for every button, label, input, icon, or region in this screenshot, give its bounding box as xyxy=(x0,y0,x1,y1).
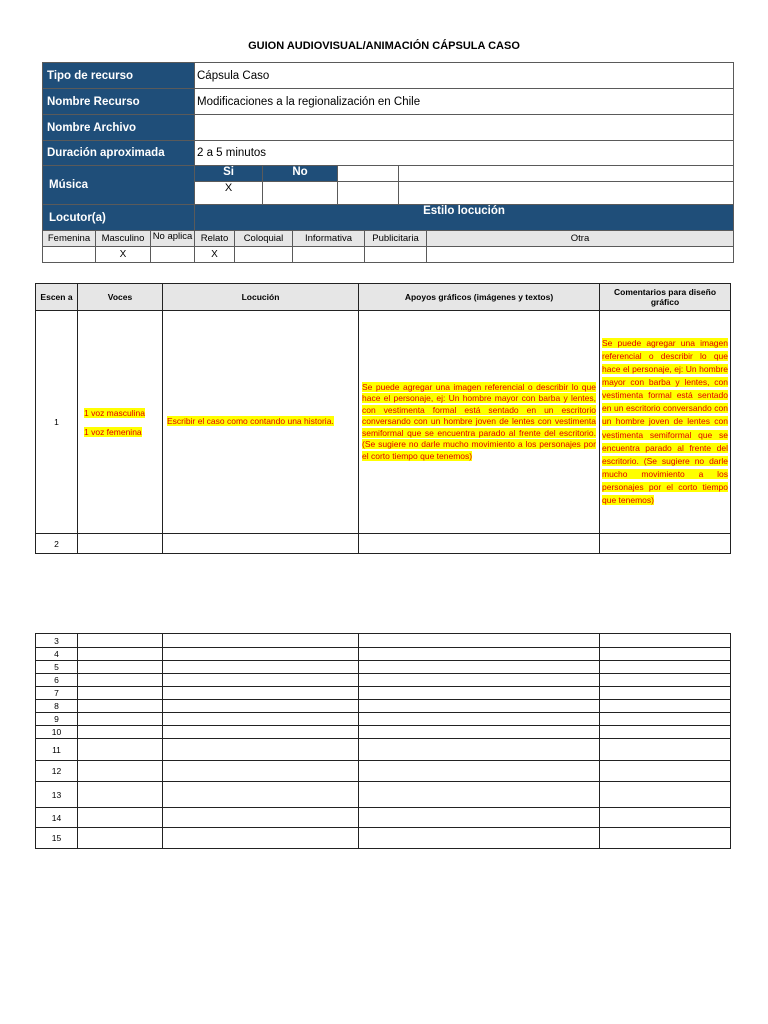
voces-cell[interactable] xyxy=(78,739,163,761)
locucion-cell[interactable] xyxy=(163,661,359,674)
header-locucion: Locución xyxy=(163,284,359,311)
voces-cell[interactable] xyxy=(78,808,163,828)
scene-number[interactable]: 8 xyxy=(36,700,78,713)
locucion-cell[interactable] xyxy=(163,700,359,713)
header-voces: Voces xyxy=(78,284,163,311)
locucion-cell[interactable] xyxy=(163,739,359,761)
table-row xyxy=(36,534,731,554)
option-informativa: Informativa xyxy=(292,230,365,247)
comentarios-cell[interactable] xyxy=(600,634,731,648)
comentarios-cell[interactable] xyxy=(600,534,731,554)
musica-si-mark[interactable]: X xyxy=(194,181,263,205)
comentarios-cell[interactable] xyxy=(600,782,731,808)
mark-otra[interactable] xyxy=(426,246,734,263)
scene-number[interactable]: 11 xyxy=(36,739,78,761)
script-header-row xyxy=(36,284,731,311)
table-row xyxy=(36,761,731,782)
voces-cell[interactable] xyxy=(78,648,163,661)
comentarios-cell[interactable] xyxy=(600,713,731,726)
locucion-cell[interactable] xyxy=(163,713,359,726)
apoyos-cell[interactable] xyxy=(359,739,600,761)
comentarios-cell[interactable] xyxy=(600,648,731,661)
apoyos-cell[interactable] xyxy=(359,726,600,739)
comentarios-cell[interactable] xyxy=(600,828,731,849)
voces-cell[interactable] xyxy=(78,687,163,700)
duracion-label: Duración aproximada xyxy=(42,140,195,166)
scene-number[interactable]: 3 xyxy=(36,634,78,648)
option-masculino: Masculino xyxy=(95,230,151,247)
scene-number[interactable]: 14 xyxy=(36,808,78,828)
comentarios-cell[interactable] xyxy=(600,687,731,700)
apoyos-cell[interactable] xyxy=(359,661,600,674)
apoyos-cell[interactable] xyxy=(359,534,600,554)
estilo-label: Estilo locución xyxy=(194,204,734,231)
musica-no-mark[interactable] xyxy=(262,181,338,205)
mark-publicitaria[interactable] xyxy=(364,246,427,263)
scene-number[interactable]: 10 xyxy=(36,726,78,739)
musica-extra-cell xyxy=(398,181,734,205)
locucion-text: Escribir el caso como contando una historia. xyxy=(167,416,334,427)
comentarios-text: Se puede agregar una imagen referencial o describir lo que hace el personaje, ej: Un hombre mayor con barba y lentes, con vestimenta formal está sentado en un escritorio conversando con un hombre joven de lentes con vestimenta semiformal que se encuentra parado al frente del escritorio. (Se sugiere no darle mucho movimiento a los personajes por el corto tiempo que tenemos) xyxy=(602,337,728,506)
option-coloquial: Coloquial xyxy=(234,230,293,247)
apoyos-cell[interactable] xyxy=(359,634,600,648)
nombre-archivo-label: Nombre Archivo xyxy=(42,114,195,141)
locucion-cell[interactable] xyxy=(163,782,359,808)
voces-cell[interactable] xyxy=(78,828,163,849)
locucion-cell[interactable] xyxy=(163,674,359,687)
tipo-label: Tipo de recurso xyxy=(42,62,195,89)
table-row xyxy=(36,828,731,849)
scene-number[interactable]: 1 xyxy=(36,311,78,534)
tipo-value[interactable]: Cápsula Caso xyxy=(194,62,734,89)
scene-number[interactable]: 13 xyxy=(36,782,78,808)
musica-extra-cell xyxy=(398,165,734,182)
scene-number[interactable]: 7 xyxy=(36,687,78,700)
comentarios-cell[interactable] xyxy=(600,311,731,534)
apoyos-text: Se puede agregar una imagen referencial o describir lo que hace el personaje, ej: Un hombre mayor con barba y lentes, con vestimenta formal está sentado en un escritorio conversando con un hombre joven de lentes con vestimenta semiformal que se encuentra parado al frente del escritorio. (Se sugiere no darle mucho movimiento a los personajes por el corto tiempo que tenemos) xyxy=(362,381,596,461)
apoyos-cell[interactable] xyxy=(359,808,600,828)
option-femenina: Femenina xyxy=(42,230,96,247)
musica-si-header: Si xyxy=(194,165,263,182)
comentarios-cell[interactable] xyxy=(600,739,731,761)
voz-femenina: 1 voz femenina xyxy=(84,426,142,437)
locucion-cell[interactable] xyxy=(163,634,359,648)
script-table xyxy=(35,283,731,554)
locucion-cell[interactable] xyxy=(163,828,359,849)
comentarios-cell[interactable] xyxy=(600,808,731,828)
scene-number[interactable]: 6 xyxy=(36,674,78,687)
locucion-cell[interactable] xyxy=(163,726,359,739)
mark-masculino[interactable]: X xyxy=(95,246,151,263)
scene-number[interactable]: 15 xyxy=(36,828,78,849)
nombre-recurso-label: Nombre Recurso xyxy=(42,88,195,115)
table-row xyxy=(36,311,731,534)
locutor-label: Locutor(a) xyxy=(42,204,195,231)
scene-number[interactable]: 4 xyxy=(36,648,78,661)
apoyos-cell[interactable] xyxy=(359,782,600,808)
voces-cell[interactable] xyxy=(78,661,163,674)
locucion-cell[interactable] xyxy=(163,761,359,782)
table-row xyxy=(36,648,731,661)
duracion-value[interactable]: 2 a 5 minutos xyxy=(194,140,734,166)
table-row xyxy=(36,634,731,648)
mark-femenina[interactable] xyxy=(42,246,96,263)
option-otra: Otra xyxy=(426,230,734,247)
apoyos-cell[interactable] xyxy=(359,828,600,849)
voces-cell[interactable] xyxy=(78,534,163,554)
table-row xyxy=(36,674,731,687)
comentarios-cell[interactable] xyxy=(600,761,731,782)
apoyos-cell[interactable] xyxy=(359,687,600,700)
table-row xyxy=(36,700,731,713)
apoyos-cell[interactable] xyxy=(359,311,600,534)
comentarios-cell[interactable] xyxy=(600,726,731,739)
mark-coloquial[interactable] xyxy=(234,246,293,263)
voz-masculina: 1 voz masculina xyxy=(84,407,145,418)
scene-number[interactable]: 9 xyxy=(36,713,78,726)
table-row xyxy=(36,739,731,761)
voces-cell[interactable] xyxy=(78,674,163,687)
musica-label: Música xyxy=(42,165,195,205)
locucion-cell[interactable] xyxy=(163,534,359,554)
voces-cell[interactable] xyxy=(78,713,163,726)
locucion-cell[interactable] xyxy=(163,311,359,534)
locucion-cell[interactable] xyxy=(163,687,359,700)
table-row xyxy=(36,661,731,674)
apoyos-cell[interactable] xyxy=(359,761,600,782)
header-escena: Escen a xyxy=(36,284,78,311)
mark-relato[interactable]: X xyxy=(194,246,235,263)
locucion-cell[interactable] xyxy=(163,808,359,828)
option-relato: Relato xyxy=(194,230,235,247)
voces-cell[interactable] xyxy=(78,782,163,808)
musica-extra-cell xyxy=(337,181,399,205)
comentarios-cell[interactable] xyxy=(600,661,731,674)
header-comentarios: Comentarios para diseño gráfico xyxy=(600,284,731,311)
option-no-aplica: No aplica xyxy=(150,230,195,247)
table-row xyxy=(36,687,731,700)
option-publicitaria: Publicitaria xyxy=(364,230,427,247)
apoyos-cell[interactable] xyxy=(359,674,600,687)
table-row xyxy=(36,726,731,739)
table-row xyxy=(36,808,731,828)
voces-cell[interactable] xyxy=(78,311,163,534)
resource-form xyxy=(42,62,734,264)
musica-extra-cell xyxy=(337,165,399,182)
header-apoyos: Apoyos gráficos (imágenes y textos) xyxy=(359,284,600,311)
comentarios-cell[interactable] xyxy=(600,700,731,713)
voces-cell[interactable] xyxy=(78,700,163,713)
apoyos-cell[interactable] xyxy=(359,700,600,713)
voces-cell[interactable] xyxy=(78,726,163,739)
scene-number[interactable]: 12 xyxy=(36,761,78,782)
table-row xyxy=(36,782,731,808)
script-table-continued xyxy=(35,633,731,849)
mark-no-aplica[interactable] xyxy=(150,246,195,263)
apoyos-cell[interactable] xyxy=(359,713,600,726)
nombre-recurso-value[interactable]: Modificaciones a la regionalización en Chile xyxy=(194,88,734,115)
comentarios-cell[interactable] xyxy=(600,674,731,687)
scene-number[interactable]: 2 xyxy=(36,534,78,554)
musica-no-header: No xyxy=(262,165,338,182)
voces-cell[interactable] xyxy=(78,761,163,782)
apoyos-cell[interactable] xyxy=(359,648,600,661)
locucion-cell[interactable] xyxy=(163,648,359,661)
document-title: GUION AUDIOVISUAL/ANIMACIÓN CÁPSULA CASO xyxy=(248,40,520,52)
mark-informativa[interactable] xyxy=(292,246,365,263)
table-row xyxy=(36,713,731,726)
scene-number[interactable]: 5 xyxy=(36,661,78,674)
voces-cell[interactable] xyxy=(78,634,163,648)
nombre-archivo-value[interactable] xyxy=(194,114,734,141)
